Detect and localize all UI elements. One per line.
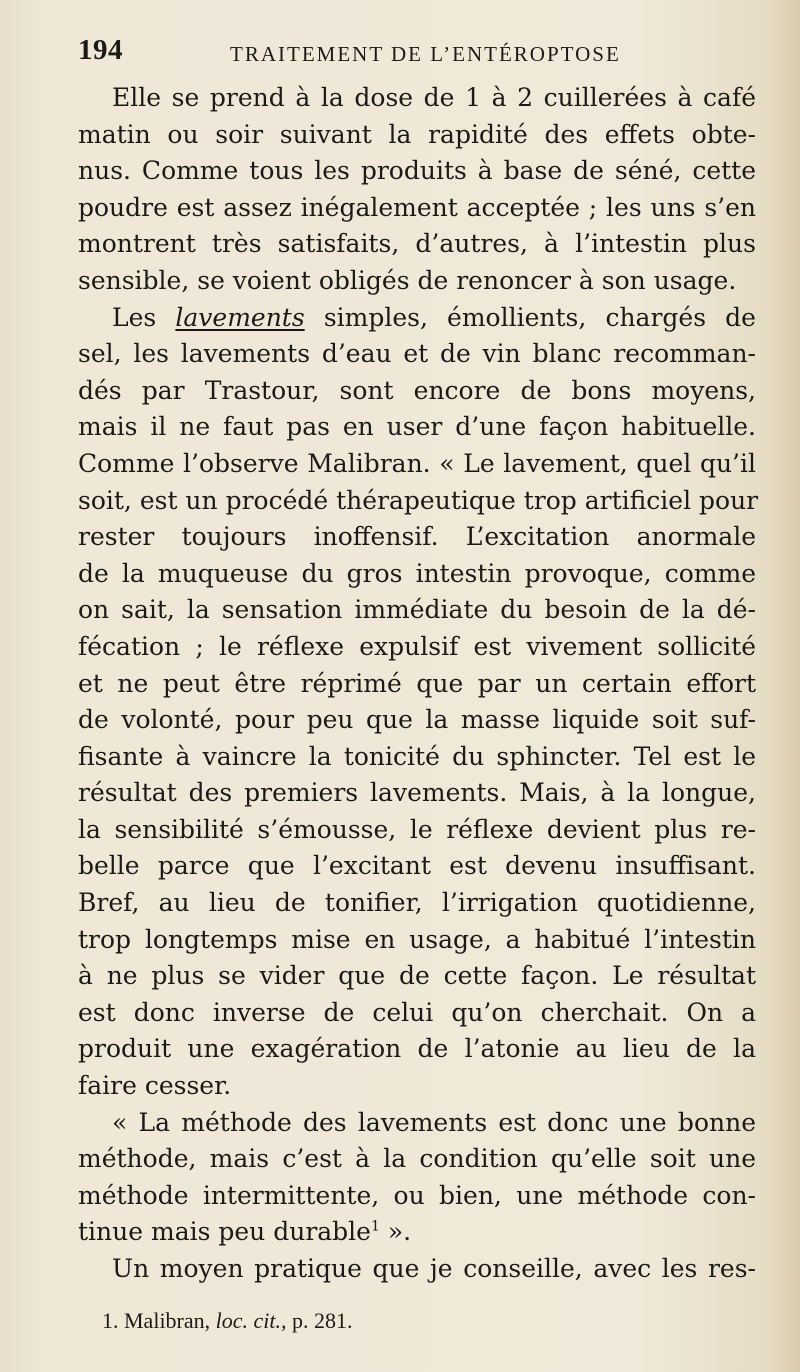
- text-line: [78, 300, 756, 337]
- text-line: et ne peut être réprimé que par un certain effort: [78, 668, 756, 698]
- emphasized-word: lavements: [175, 302, 305, 332]
- text-line: à ne plus se vider que de cette façon. Le résultat: [78, 961, 756, 991]
- text-line: faire cesser.: [78, 1071, 232, 1101]
- text-line: on sait, la sensation immédiate du besoin de la dé-: [78, 595, 756, 625]
- line-rest: simples, émollients, chargés de: [323, 302, 756, 332]
- text-line: Comme l’observe Malibran. « Le lavement, quel qu’il: [78, 448, 756, 478]
- page-header: [78, 34, 758, 74]
- text-line: de la muqueuse du gros intestin provoque, comme: [78, 558, 756, 588]
- text-line: poudre est assez inégalement acceptée ; les uns s’en: [78, 192, 756, 222]
- text-line: produit une exagération de l’atonie au lieu de la: [78, 1034, 756, 1064]
- footnote: [102, 1308, 353, 1334]
- text-line: Un moyen pratique que je conseille, avec les res-: [112, 1254, 756, 1283]
- footnote-marker: 1.: [102, 1308, 119, 1333]
- text-line: « La méthode des lavements est donc une bonne: [112, 1107, 756, 1137]
- text-line: mais il ne faut pas en user d’une façon habituelle.: [78, 412, 756, 442]
- text-line: méthode intermittente, ou bien, une méthode con-: [78, 1180, 756, 1210]
- text-line: est donc inverse de celui qu’on cherchait. On a: [78, 997, 756, 1027]
- text-line: de volonté, pour peu que la masse liquide soit suf-: [78, 705, 756, 735]
- text-line: matin ou soir suivant la rapidité des effets obte-: [78, 119, 756, 149]
- body-text: [78, 80, 759, 1288]
- footnote-reference-text: loc. cit.,: [215, 1308, 287, 1333]
- text-line: dés par Trastour, sont encore de bons moyens,: [78, 375, 756, 405]
- text-line: trop longtemps mise en usage, a habitué l’intestin: [78, 924, 756, 954]
- text-line: résultat des premiers lavements. Mais, à la longue,: [78, 778, 756, 808]
- text-line: montrent très satisfaits, d’autres, à l’intestin plus: [78, 229, 756, 259]
- footnote-reference: 1: [370, 1219, 380, 1236]
- text-line: Bref, au lieu de tonifier, l’irrigation quotidienne,: [78, 888, 756, 918]
- word: Les: [112, 302, 157, 332]
- footnote-author: Malibran,: [124, 1308, 211, 1333]
- line-end: ».: [379, 1217, 412, 1247]
- text-line: [78, 1214, 756, 1251]
- text-line: soit, est un procédé thérapeutique trop artificiel pour: [78, 485, 759, 515]
- page-number: 194: [78, 34, 123, 66]
- line-start: tinue mais peu durable: [78, 1217, 371, 1247]
- text-line: fisante à vaincre la tonicité du sphincter. Tel est le: [78, 741, 756, 771]
- text-line: méthode, mais c’est à la condition qu’elle soit une: [78, 1144, 756, 1174]
- text-line: nus. Comme tous les produits à base de séné, cette: [78, 156, 756, 186]
- footnote-page: p. 281.: [292, 1308, 353, 1333]
- running-title: TRAITEMENT DE L’ENTÉROPTOSE: [230, 42, 621, 66]
- text-line: fécation ; le réflexe expulsif est vivement sollicité: [78, 631, 756, 661]
- text-line: rester toujours inoffensif. L’excitation anormale: [78, 522, 756, 552]
- text-line: Elle se prend à la dose de 1 à 2 cuillerées à café: [112, 83, 756, 112]
- text-line: la sensibilité s’émousse, le réflexe devient plus re-: [78, 814, 756, 844]
- text-line: sensible, se voient obligés de renoncer à son usage.: [78, 265, 737, 295]
- text-line: belle parce que l’excitant est devenu insuffisant.: [78, 851, 756, 881]
- text-line: sel, les lavements d’eau et de vin blanc recomman-: [78, 339, 756, 369]
